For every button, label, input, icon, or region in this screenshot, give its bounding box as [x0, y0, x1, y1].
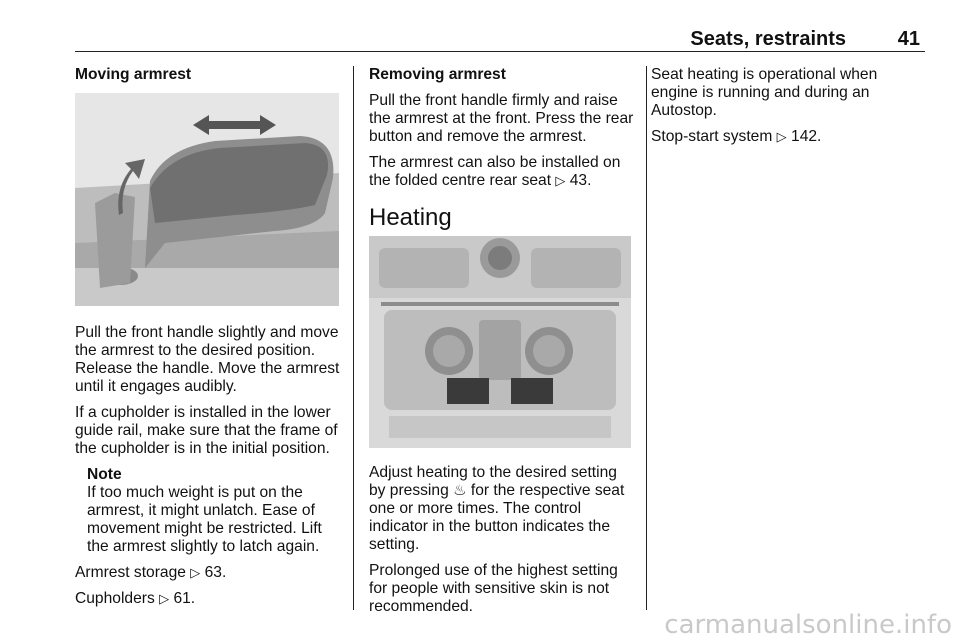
- folded-seat-page-ref[interactable]: 43.: [569, 172, 592, 189]
- note-text: If too much weight is put on the armrest, it might unlatch. Ease of movement might be restricted. Lift the armrest slightly to latch again.: [87, 484, 322, 555]
- ref-stop-start-page: 142.: [791, 128, 822, 145]
- heating-controls-illustration: [369, 236, 631, 448]
- ref-armrest-storage-page: 63.: [204, 564, 227, 581]
- watermark: carmanualsonline.info: [664, 610, 952, 640]
- reference-arrow-icon: ▷: [190, 565, 201, 580]
- seat-heating-icon: ♨: [453, 482, 467, 499]
- paragraph-move-armrest: Pull the front handle slightly and move the armrest to the desired position. Release the handle. Move the armrest until it engages audibly.: [75, 324, 340, 395]
- ref-armrest-storage[interactable]: [75, 564, 343, 582]
- armrest-drawing: [75, 93, 339, 306]
- ref-stop-start-label: Stop-start system: [651, 128, 773, 145]
- adjust-heating-text-2: for the respective seat one or more times. The control indicator in the button indicates the setting.: [369, 482, 625, 553]
- paragraph-folded-seat: [369, 154, 634, 190]
- paragraph-remove-armrest: Pull the front handle firmly and raise the armrest at the front. Press the rear button and remove the armrest.: [369, 92, 634, 145]
- ref-cupholders-label: Cupholders: [75, 590, 155, 607]
- heading-heating: Heating: [369, 204, 452, 231]
- header-rule: [75, 51, 925, 52]
- paragraph-seat-heating-operational: Seat heating is operational when engine is running and during an Autostop.: [651, 66, 878, 119]
- ref-cupholders[interactable]: [75, 590, 343, 608]
- adjust-heating-text-1: Adjust heating to the desired setting by pressing: [369, 464, 617, 499]
- ref-armrest-storage-label: Armrest storage: [75, 564, 186, 581]
- note-block: [87, 466, 343, 556]
- armrest-illustration: [75, 93, 339, 306]
- header-title: Seats, restraints: [690, 28, 846, 50]
- folded-seat-text: The armrest can also be installed on the folded centre rear seat: [369, 154, 621, 189]
- ref-stop-start[interactable]: [651, 128, 919, 146]
- subhead-removing-armrest: Removing armrest: [369, 66, 506, 83]
- page-number: 41: [897, 28, 920, 50]
- paragraph-cupholder: If a cupholder is installed in the lower guide rail, make sure that the frame of the cupholder is in the initial position.: [75, 404, 338, 457]
- paragraph-prolonged-use: Prolonged use of the highest setting for people with sensitive skin is not recommended.: [369, 562, 618, 615]
- reference-arrow-icon: ▷: [555, 173, 566, 188]
- ref-cupholders-page: 61.: [173, 590, 196, 607]
- reference-arrow-icon: ▷: [159, 591, 170, 606]
- heating-panel-drawing: [369, 236, 631, 448]
- reference-arrow-icon: ▷: [776, 129, 787, 144]
- column-divider-1: [353, 66, 354, 610]
- column-divider-2: [646, 66, 647, 610]
- paragraph-adjust-heating: [369, 464, 634, 554]
- column-3: [651, 66, 919, 154]
- subhead-moving-armrest: Moving armrest: [75, 66, 192, 83]
- note-label: Note: [87, 466, 122, 483]
